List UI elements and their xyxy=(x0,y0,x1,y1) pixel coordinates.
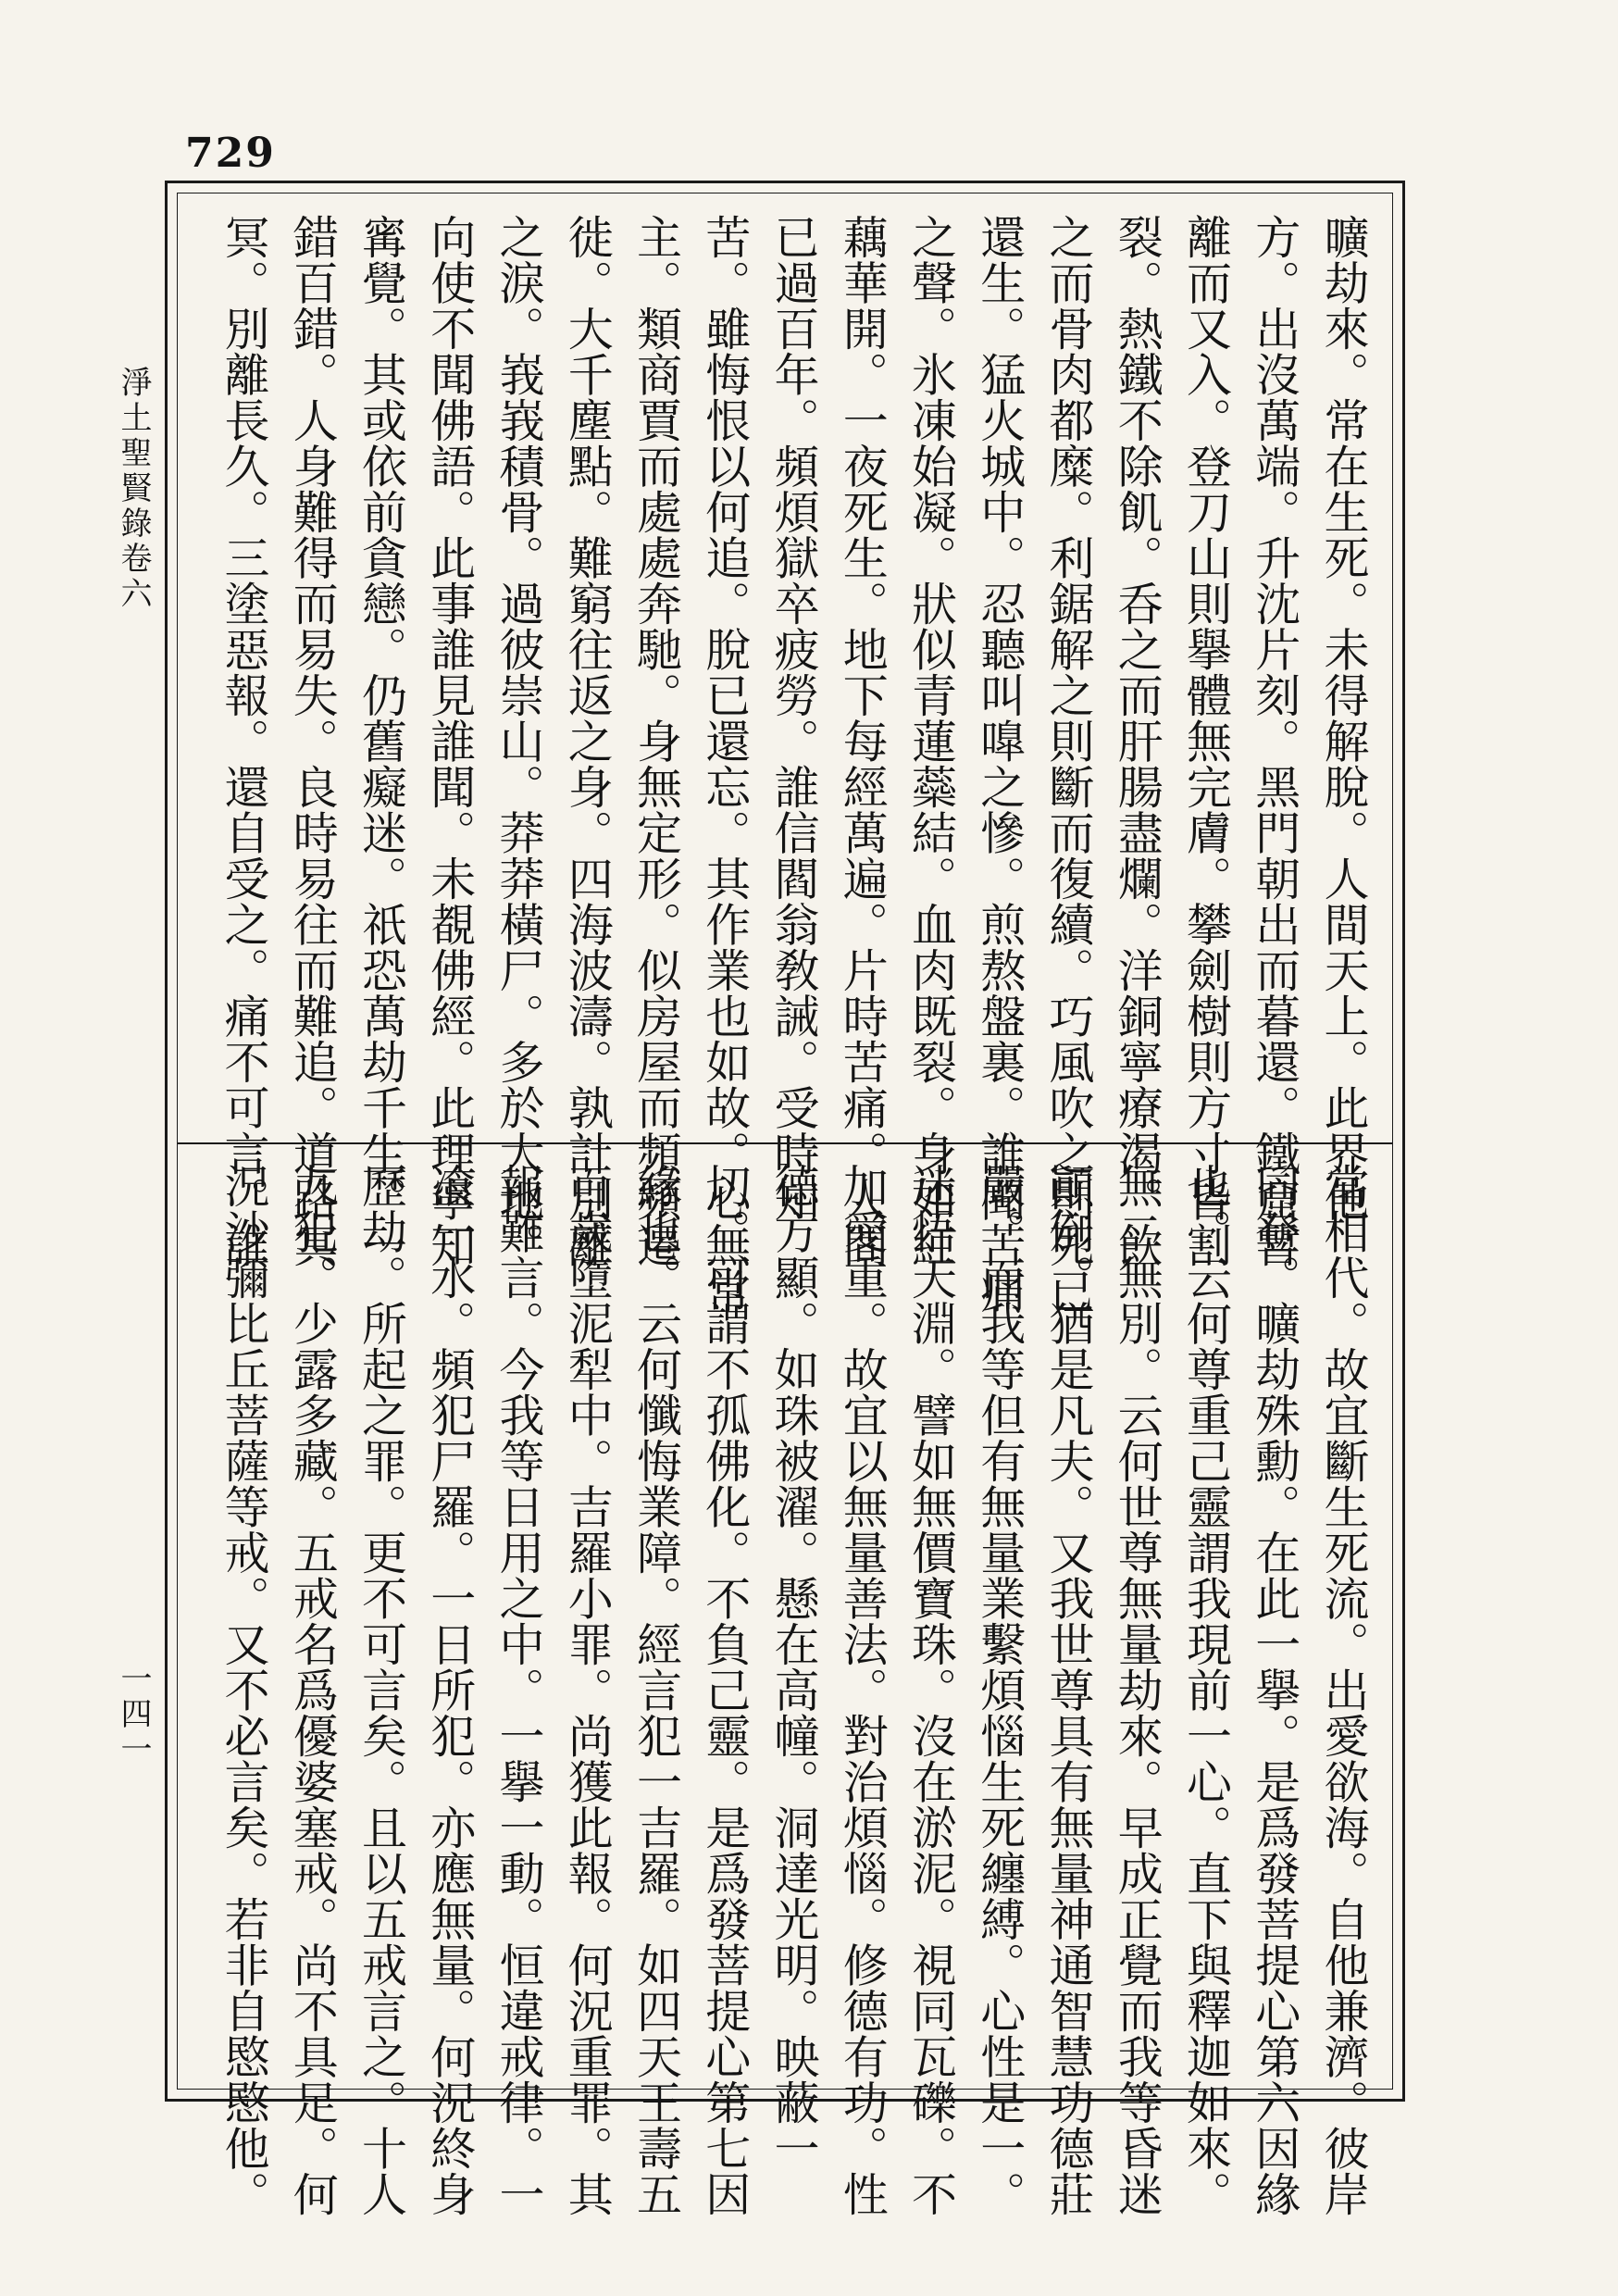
text-column: 離而又入。登刀山則擧體無完膚。攀劍樹則方寸皆割 xyxy=(1179,214,1233,1268)
text-column: 歷劫。所起之罪。更不可言矣。且以五戒言之。十人 xyxy=(355,1163,408,2217)
text-column: 徙。大千塵點。難窮往返之身。四海波濤。孰計別離 xyxy=(561,214,615,1268)
text-column: 當相代。故宜斷生死流。出愛欲海。自他兼濟。彼岸 xyxy=(1317,1163,1370,2217)
text-column: 切。可謂不孤佛化。不負己靈。是爲發菩提心第七因 xyxy=(698,1163,752,2217)
text-column: 之聲。氷凍始凝。狀似青蓮蘂結。血肉既裂。身如紅 xyxy=(904,214,958,1268)
text-column: 冥。別離長久。三塗惡報。還自受之。痛不可言。誰 xyxy=(218,214,270,1268)
text-column: 德方顯。如珠被濯。懸在高幢。洞達光明。映蔽一 xyxy=(767,1163,820,2171)
text-column: 緣也。云何懺悔業障。經言犯一吉羅。如四天王壽五 xyxy=(629,1163,683,2217)
upper-text-block xyxy=(204,214,1370,1314)
text-column: 苦。雖悔恨以何追。脫已還忘。其作業也如故。心無常 xyxy=(698,214,752,1314)
folio: 一四一 xyxy=(115,1662,152,1767)
text-column: 之淚。峩峩積骨。過彼崇山。莽莽橫尸。多於大地。 xyxy=(492,214,545,1268)
text-column: 向使不聞佛語。此事誰見誰聞。未覩佛經。此理寧知 xyxy=(423,214,477,1268)
lower-text-block xyxy=(204,1163,1370,2217)
running-title: 淨土聖賢錄卷六 xyxy=(115,366,152,612)
text-column: 藕華開。一夜死生。地下每經萬遍。片時苦痛。人間 xyxy=(836,214,890,1268)
text-column: 無二無別。云何世尊無量劫來。早成正覺而我等昏迷 xyxy=(1111,1163,1164,2217)
page-number: 729 xyxy=(185,130,276,177)
text-column: 裂。熱鐵不除飢。呑之而肝腸盡爛。洋銅寧療渴。飲 xyxy=(1111,214,1164,1268)
text-column: 方。出沒萬端。升沈片刻。黑門朝出而暮還。鐵窟暫 xyxy=(1248,214,1301,1268)
text-column: 飡一水。頻犯尸羅。一日所犯。亦應無量。何況終身 xyxy=(423,1163,477,2217)
text-column: 之而骨肉都糜。利鋸解之則斷而復續。巧風吹之則死已 xyxy=(1042,214,1095,1314)
text-column: 況沙彌比丘菩薩等戒。又不必言矣。若非自愍愍他。 xyxy=(218,1163,270,2217)
text-column: 曠劫來。常在生死。未得解脫。人間天上。此界他 xyxy=(1317,214,1370,1222)
section-divider xyxy=(178,1142,1392,1144)
text-column: 九犯。少露多藏。五戒名爲優婆塞戒。尚不具足。何 xyxy=(286,1163,340,2217)
text-frame xyxy=(165,181,1405,2217)
text-column: 迷悟天淵。譬如無價寶珠。沒在淤泥。視同瓦礫。不 xyxy=(904,1163,958,2217)
text-column: 嚴。而我等但有無量業繫煩惱生死纏縛。心性是一。 xyxy=(973,1163,1027,2217)
text-column: 還生。猛火城中。忍聽叫嘷之慘。煎熬盤裏。誰聞苦痛 xyxy=(973,214,1027,1314)
text-column: 顚倒。猶是凡夫。又我世尊具有無量神通智慧功德莊 xyxy=(1042,1163,1095,2217)
text-column: 也。云何尊重己靈謂我現前一心。直下與釋迦如來。 xyxy=(1179,1163,1233,2217)
text-column: 主。類商賈而處處奔馳。身無定形。似房屋而頻頻遷 xyxy=(629,214,683,1268)
text-column: 錯百錯。人身難得而易失。良時易往而難追。道路冥 xyxy=(286,214,340,1268)
text-frame-inner xyxy=(177,193,1393,2217)
text-column: 已過百年。頻煩獄卒疲勞。誰信閻翁敎誡。受時知 xyxy=(767,214,820,1222)
text-column: 同登。曠劫殊勳。在此一擧。是爲發菩提心第六因緣 xyxy=(1248,1163,1301,2217)
text-column: 寗覺。其或依前貪戀。仍舊癡迷。祇恐萬劫千生。一 xyxy=(355,214,408,1268)
text-column: 報難言。今我等日用之中。一擧一動。恒違戒律。一 xyxy=(492,1163,545,2217)
text-column: 百歲墮泥犁中。吉羅小罪。尚獲此報。何況重罪。其 xyxy=(561,1163,615,2217)
text-column: 加愛重。故宜以無量善法。對治煩惱。修德有功。性 xyxy=(836,1163,890,2217)
